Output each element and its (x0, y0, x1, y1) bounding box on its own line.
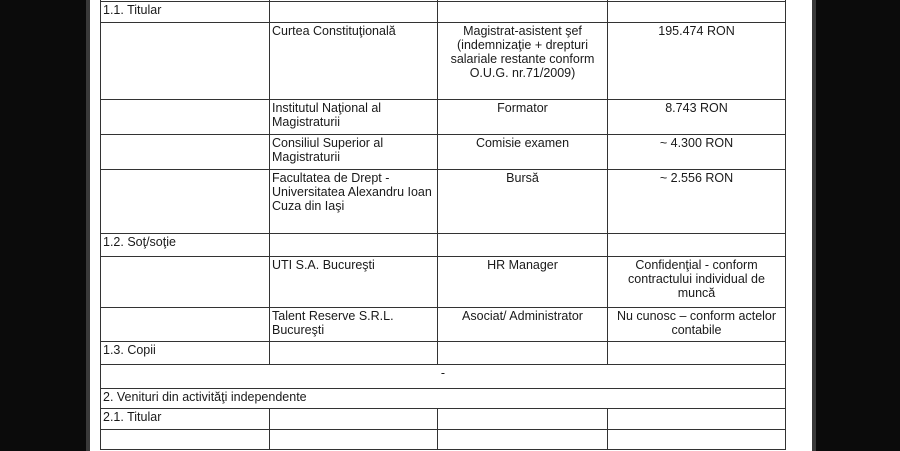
table-row (101, 308, 786, 342)
income-source: UTI S.A. Bucureşti (270, 257, 438, 308)
table-row (101, 170, 786, 234)
section-label: 1.1. Titular (101, 2, 270, 23)
table-row (101, 257, 786, 308)
section-heading-row (101, 389, 786, 409)
income-table (100, 0, 786, 450)
service-provided: Asociat/ Administrator (438, 308, 608, 342)
service-provided: Comisie examen (438, 135, 608, 170)
section-row-titular-2 (101, 409, 786, 430)
document-page (90, 0, 812, 451)
income-source: Curtea Constituţională (270, 23, 438, 100)
section-label: 2.1. Titular (101, 409, 270, 430)
annual-income: 195.474 RON (608, 23, 786, 100)
annual-income: Nu cunosc – conform actelor contabile (608, 308, 786, 342)
annual-income: 8.743 RON (608, 100, 786, 135)
section-row-copii (101, 342, 786, 365)
service-provided: Formator (438, 100, 608, 135)
table-row (101, 23, 786, 100)
service-provided: Magistrat-asistent şef (indemnizaţie + drepturi salariale restante conform O.U.G. nr.71/2009) (438, 23, 608, 100)
income-source: Facultatea de Drept - Universitatea Alexandru Ioan Cuza din Iaşi (270, 170, 438, 234)
empty-dash: - (101, 365, 786, 389)
table-row (101, 100, 786, 135)
service-provided: Bursă (438, 170, 608, 234)
service-provided: HR Manager (438, 257, 608, 308)
table-row (101, 430, 786, 450)
page-right-edge (812, 0, 816, 451)
income-source: Consiliul Superior al Magistraturii (270, 135, 438, 170)
section-label: 1.3. Copii (101, 342, 270, 365)
section-label: 1.2. Soţ/soţie (101, 234, 270, 257)
income-source: Talent Reserve S.R.L. Bucureşti (270, 308, 438, 342)
table-row (101, 135, 786, 170)
table-row (101, 365, 786, 389)
annual-income: ~ 4.300 RON (608, 135, 786, 170)
annual-income: ~ 2.556 RON (608, 170, 786, 234)
annual-income: Confidenţial - conform contractului individual de muncă (608, 257, 786, 308)
section-heading: 2. Venituri din activităţi independente (101, 389, 786, 409)
section-row-sot (101, 234, 786, 257)
section-row-titular (101, 2, 786, 23)
income-source: Institutul Naţional al Magistraturii (270, 100, 438, 135)
